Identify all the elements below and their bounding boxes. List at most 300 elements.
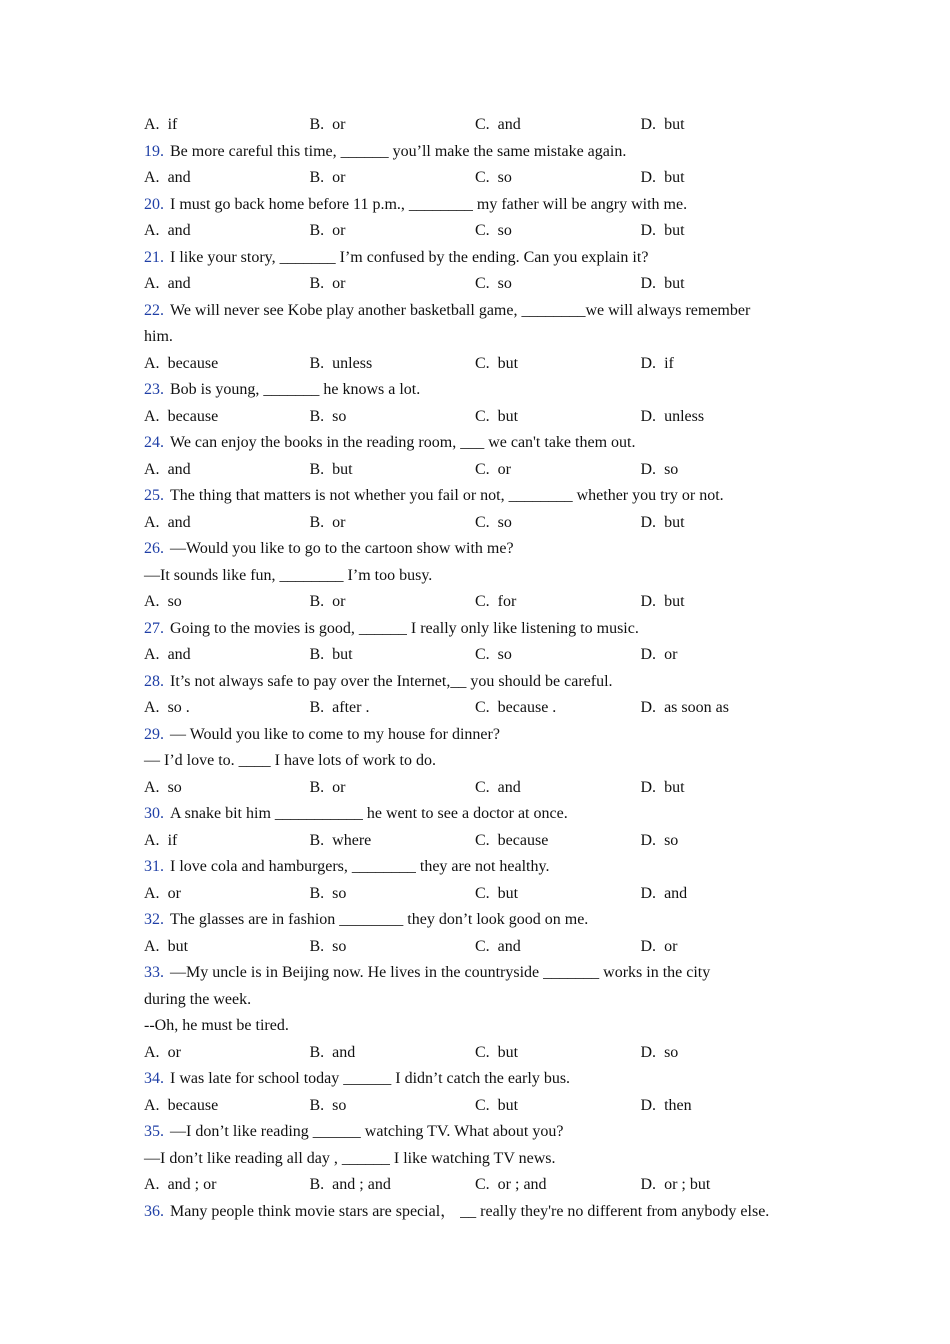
answer-options [144, 218, 814, 245]
answer-options [144, 695, 814, 722]
option-text: or [497, 460, 511, 478]
option-letter: B. [309, 407, 325, 425]
answer-option[interactable] [641, 775, 807, 802]
option-text: or [332, 593, 346, 610]
option-text: and [167, 222, 191, 239]
option-letter: A. [144, 831, 160, 849]
answer-option[interactable] [144, 934, 310, 961]
answer-option[interactable] [475, 642, 641, 669]
option-text: and [664, 884, 688, 902]
answer-options [144, 881, 814, 908]
option-letter: A. [144, 116, 160, 133]
question-block [144, 298, 814, 378]
option-letter: C. [475, 169, 490, 186]
answer-option[interactable] [144, 1040, 310, 1067]
question-stem [144, 907, 814, 934]
question-text: Be more careful this time, ______ you’ll make the same mistake again. [170, 142, 627, 160]
option-letter: D. [640, 699, 657, 716]
answer-options [144, 112, 814, 139]
answer-option[interactable] [144, 1093, 310, 1120]
option-text: because [167, 407, 219, 425]
option-letter: D. [640, 275, 657, 292]
option-text: but [664, 593, 685, 610]
question-number: 30. [144, 805, 164, 822]
option-text: or ; and [497, 1176, 547, 1193]
question-stem [144, 1119, 814, 1146]
answer-option[interactable] [475, 695, 641, 722]
option-text: because [167, 1096, 219, 1114]
question-text: I love cola and hamburgers, ________ they are not healthy. [170, 858, 550, 875]
answer-option[interactable] [310, 642, 476, 669]
option-letter: C. [475, 778, 490, 796]
question-stem [144, 960, 814, 987]
option-letter: A. [144, 407, 160, 425]
question-stem [144, 854, 814, 881]
option-letter: C. [475, 222, 490, 239]
option-letter: D. [640, 407, 657, 425]
option-text: so [332, 407, 347, 425]
answer-option[interactable] [310, 1040, 476, 1067]
answer-option[interactable] [475, 510, 641, 537]
option-letter: A. [144, 275, 160, 292]
answer-option[interactable] [475, 1040, 641, 1067]
answer-options [144, 1040, 814, 1067]
question-stem [144, 377, 814, 404]
answer-option[interactable] [144, 457, 310, 484]
option-letter: B. [309, 646, 325, 663]
question-text: Going to the movies is good, ______ I really only like listening to music. [170, 619, 639, 637]
answer-options [144, 828, 814, 855]
option-text: so [497, 222, 512, 239]
option-text: or ; but [664, 1176, 711, 1193]
question-text: I was late for school today ______ I didn’t catch the early bus. [170, 1070, 571, 1087]
option-letter: A. [144, 1176, 160, 1193]
answer-options [144, 457, 814, 484]
option-letter: A. [144, 169, 160, 186]
question-number: 25. [144, 487, 164, 504]
answer-option[interactable] [641, 165, 807, 192]
option-letter: D. [640, 116, 657, 133]
answer-option[interactable] [475, 881, 641, 908]
answer-option[interactable] [475, 1172, 641, 1199]
option-text: but [497, 884, 519, 902]
answer-option[interactable] [641, 510, 807, 537]
question-stem [144, 298, 814, 325]
option-letter: C. [475, 884, 490, 902]
option-text: unless [332, 354, 373, 372]
question-stem [144, 722, 814, 749]
question-block [144, 960, 814, 1066]
answer-option[interactable] [144, 828, 310, 855]
question-stem-continuation [144, 563, 814, 590]
answer-option[interactable] [475, 934, 641, 961]
option-text: so [664, 460, 679, 478]
option-text: but [664, 275, 685, 292]
option-text: or [332, 778, 346, 796]
option-text: or [664, 937, 678, 955]
option-text: so [167, 593, 182, 610]
question-stem [144, 245, 814, 272]
answer-options [144, 589, 814, 616]
option-letter: D. [640, 460, 657, 478]
option-text: but [664, 513, 685, 531]
option-letter: C. [475, 831, 490, 849]
option-text: but [497, 407, 519, 425]
option-letter: A. [144, 1043, 160, 1061]
answer-option[interactable] [475, 165, 641, 192]
answer-option[interactable] [475, 271, 641, 298]
answer-option[interactable] [310, 695, 476, 722]
question-number: 23. [144, 381, 164, 398]
option-text: because [497, 831, 549, 849]
answer-option[interactable] [144, 165, 310, 192]
question-block [144, 1199, 814, 1226]
question-stem-continuation [144, 987, 814, 1014]
option-text: so . [167, 699, 190, 716]
question-text: Bob is young, _______ he knows a lot. [170, 381, 421, 398]
question-block [144, 669, 814, 722]
option-letter: C. [475, 699, 490, 716]
question-block [144, 112, 814, 139]
question-stem [144, 139, 814, 166]
option-text: so [332, 884, 347, 902]
option-letter: A. [144, 513, 160, 531]
option-text: so [497, 275, 512, 292]
option-letter: C. [475, 593, 490, 610]
answer-option[interactable] [144, 351, 310, 378]
question-block [144, 1119, 814, 1199]
question-block [144, 536, 814, 616]
option-letter: C. [475, 116, 490, 133]
option-letter: C. [475, 275, 490, 292]
question-text: It’s not always safe to pay over the Internet,__ you should be careful. [170, 672, 613, 690]
question-block [144, 801, 814, 854]
option-letter: B. [309, 1096, 325, 1114]
option-letter: C. [475, 1176, 490, 1193]
option-text: or [332, 169, 346, 186]
answer-option[interactable] [641, 112, 807, 139]
option-letter: B. [309, 593, 325, 610]
question-stem-continuation [144, 748, 814, 775]
question-text: I must go back home before 11 p.m., ________ my father will be angry with me. [170, 195, 688, 213]
question-number: 22. [144, 301, 164, 319]
question-text: The glasses are in fashion ________ they don’t look good on me. [170, 911, 589, 928]
question-stem [144, 669, 814, 696]
answer-option[interactable] [475, 775, 641, 802]
option-text: or [332, 222, 346, 239]
option-text: because [167, 354, 219, 372]
answer-option[interactable] [475, 218, 641, 245]
question-number: 29. [144, 725, 164, 743]
option-text: then [664, 1096, 692, 1114]
question-stem [144, 192, 814, 219]
question-stem-continuation [144, 1013, 814, 1040]
option-text: so [167, 778, 182, 796]
answer-option[interactable] [310, 351, 476, 378]
option-text: unless [664, 407, 705, 425]
question-number: 19. [144, 142, 164, 160]
question-text: We will never see Kobe play another basketball game, ________we will always remember [170, 301, 751, 319]
option-text: so [497, 169, 512, 186]
option-letter: D. [640, 646, 657, 663]
option-text: but [664, 778, 685, 796]
answer-option[interactable] [641, 695, 807, 722]
option-letter: D. [640, 1043, 657, 1061]
option-letter: D. [640, 169, 657, 186]
question-number: 36. [144, 1202, 164, 1220]
answer-option[interactable] [310, 218, 476, 245]
answer-option[interactable] [310, 404, 476, 431]
option-text: and ; and [332, 1176, 391, 1193]
question-number: 27. [144, 619, 164, 637]
question-stem [144, 536, 814, 563]
option-letter: B. [309, 460, 325, 478]
question-block [144, 616, 814, 669]
answer-option[interactable] [641, 218, 807, 245]
option-letter: D. [640, 831, 657, 849]
answer-option[interactable] [310, 165, 476, 192]
option-text: or [167, 884, 181, 902]
option-text: or [332, 116, 346, 133]
option-letter: A. [144, 778, 160, 796]
answer-option[interactable] [144, 881, 310, 908]
option-letter: B. [309, 169, 325, 186]
option-letter: C. [475, 646, 490, 663]
option-text: if [167, 116, 178, 133]
option-text: or [332, 513, 346, 531]
answer-option[interactable] [144, 1172, 310, 1199]
answer-option[interactable] [310, 775, 476, 802]
option-letter: B. [309, 831, 325, 849]
answer-option[interactable] [475, 351, 641, 378]
question-stem [144, 483, 814, 510]
worksheet-page [144, 112, 814, 1225]
question-text: during the week. [144, 990, 252, 1008]
option-text: but [497, 354, 519, 372]
answer-option[interactable] [310, 828, 476, 855]
option-letter: A. [144, 699, 160, 716]
question-text: — I’d love to. ____ I have lots of work to do. [144, 752, 436, 769]
answer-option[interactable] [641, 881, 807, 908]
option-text: so [664, 1043, 679, 1061]
option-letter: B. [309, 884, 325, 902]
answer-option[interactable] [641, 1172, 807, 1199]
question-block [144, 430, 814, 483]
answer-option[interactable] [475, 112, 641, 139]
question-text: him. [144, 328, 173, 345]
question-block [144, 483, 814, 536]
answer-option[interactable] [475, 457, 641, 484]
option-letter: A. [144, 1096, 160, 1114]
answer-options [144, 642, 814, 669]
answer-option[interactable] [310, 112, 476, 139]
question-text: A snake bit him ___________ he went to see a doctor at once. [170, 805, 568, 822]
question-text: — Would you like to come to my house for dinner? [170, 725, 500, 743]
question-number: 35. [144, 1123, 164, 1140]
question-number: 26. [144, 540, 164, 557]
answer-option[interactable] [144, 112, 310, 139]
answer-option[interactable] [310, 589, 476, 616]
answer-options [144, 934, 814, 961]
option-letter: D. [640, 937, 657, 955]
answer-option[interactable] [641, 404, 807, 431]
question-stem-continuation [144, 1146, 814, 1173]
option-text: and [167, 275, 191, 292]
option-text: so [332, 1096, 347, 1114]
option-letter: A. [144, 937, 160, 955]
answer-option[interactable] [144, 218, 310, 245]
option-text: if [664, 354, 674, 372]
question-number: 28. [144, 672, 164, 690]
option-text: because . [497, 699, 557, 716]
answer-options [144, 1093, 814, 1120]
option-letter: C. [475, 1043, 490, 1061]
answer-option[interactable] [641, 1093, 807, 1120]
option-letter: B. [309, 116, 325, 133]
question-stem [144, 801, 814, 828]
question-number: 33. [144, 964, 164, 981]
option-letter: A. [144, 354, 160, 372]
question-number: 20. [144, 195, 164, 213]
question-text: —My uncle is in Beijing now. He lives in the countryside _______ works in the city [170, 964, 711, 981]
option-letter: D. [640, 513, 657, 531]
option-letter: B. [309, 937, 325, 955]
answer-option[interactable] [475, 1093, 641, 1120]
option-text: if [167, 831, 178, 849]
answer-options [144, 1172, 814, 1199]
option-text: but [497, 1043, 519, 1061]
option-text: but [497, 1096, 519, 1114]
option-letter: D. [640, 1096, 657, 1114]
option-letter: D. [640, 778, 657, 796]
question-number: 31. [144, 858, 164, 875]
answer-option[interactable] [310, 1093, 476, 1120]
option-text: but [167, 937, 189, 955]
question-stem [144, 1199, 814, 1226]
option-text: where [332, 831, 372, 849]
option-letter: D. [640, 354, 657, 372]
option-letter: B. [309, 1043, 325, 1061]
option-text: so [664, 831, 679, 849]
option-text: and ; or [167, 1176, 217, 1193]
option-letter: D. [640, 884, 657, 902]
option-letter: C. [475, 1096, 490, 1114]
question-number: 34. [144, 1070, 164, 1087]
option-text: and [497, 778, 521, 796]
option-letter: C. [475, 513, 490, 531]
question-number: 24. [144, 434, 164, 451]
answer-option[interactable] [144, 271, 310, 298]
answer-option[interactable] [144, 510, 310, 537]
option-letter: B. [309, 778, 325, 796]
answer-option[interactable] [641, 589, 807, 616]
answer-option[interactable] [144, 589, 310, 616]
option-text: but [332, 646, 353, 663]
option-text: or [664, 646, 678, 663]
question-text: I like your story, _______ I’m confused by the ending. Can you explain it? [170, 248, 649, 266]
option-letter: D. [640, 1176, 657, 1193]
answer-option[interactable] [641, 642, 807, 669]
answer-option[interactable] [641, 271, 807, 298]
answer-options [144, 351, 814, 378]
question-text: —It sounds like fun, ________ I’m too busy. [144, 566, 433, 584]
answer-option[interactable] [144, 695, 310, 722]
option-text: but [664, 116, 685, 133]
answer-option[interactable] [641, 457, 807, 484]
answer-options [144, 165, 814, 192]
answer-option[interactable] [641, 351, 807, 378]
option-text: so [332, 937, 347, 955]
answer-options [144, 510, 814, 537]
answer-option[interactable] [641, 934, 807, 961]
option-text: as soon as [664, 699, 729, 716]
question-stem [144, 616, 814, 643]
answer-option[interactable] [310, 271, 476, 298]
option-letter: A. [144, 460, 160, 478]
question-block [144, 907, 814, 960]
question-text: --Oh, he must be tired. [144, 1017, 289, 1034]
option-text: but [332, 460, 353, 478]
question-number: 32. [144, 911, 164, 928]
answer-option[interactable] [310, 457, 476, 484]
answer-option[interactable] [641, 1040, 807, 1067]
answer-option[interactable] [310, 1172, 476, 1199]
answer-option[interactable] [475, 828, 641, 855]
answer-options [144, 404, 814, 431]
answer-option[interactable] [310, 881, 476, 908]
answer-options [144, 271, 814, 298]
option-letter: D. [640, 593, 657, 610]
answer-option[interactable] [144, 642, 310, 669]
answer-options [144, 775, 814, 802]
option-letter: A. [144, 222, 160, 239]
answer-option[interactable] [641, 828, 807, 855]
option-letter: A. [144, 884, 160, 902]
question-text: The thing that matters is not whether you fail or not, ________ whether you try or not. [170, 487, 724, 504]
question-text: Many people think movie stars are special， __ really they're no different from anybody else. [170, 1202, 770, 1220]
option-letter: C. [475, 460, 490, 478]
option-text: so [497, 646, 512, 663]
option-letter: C. [475, 354, 490, 372]
option-text: and [497, 937, 521, 955]
question-block [144, 854, 814, 907]
answer-option[interactable] [475, 404, 641, 431]
option-letter: B. [309, 275, 325, 292]
option-letter: A. [144, 646, 160, 663]
question-text: We can enjoy the books in the reading room, ___ we can't take them out. [170, 434, 636, 451]
option-text: so [497, 513, 512, 531]
answer-option[interactable] [475, 589, 641, 616]
option-letter: B. [309, 222, 325, 239]
question-stem [144, 1066, 814, 1093]
option-letter: A. [144, 593, 160, 610]
option-text: and [332, 1043, 356, 1061]
option-text: and [167, 513, 191, 531]
answer-option[interactable] [310, 510, 476, 537]
option-text: or [167, 1043, 181, 1061]
option-text: and [167, 460, 191, 478]
option-text: but [664, 222, 685, 239]
option-text: after . [332, 699, 370, 716]
answer-option[interactable] [144, 775, 310, 802]
question-text: —I don’t like reading all day , ______ I like watching TV news. [144, 1149, 556, 1167]
answer-option[interactable] [310, 934, 476, 961]
question-block [144, 1066, 814, 1119]
question-block [144, 139, 814, 192]
answer-option[interactable] [144, 404, 310, 431]
question-block [144, 377, 814, 430]
option-text: but [664, 169, 685, 186]
